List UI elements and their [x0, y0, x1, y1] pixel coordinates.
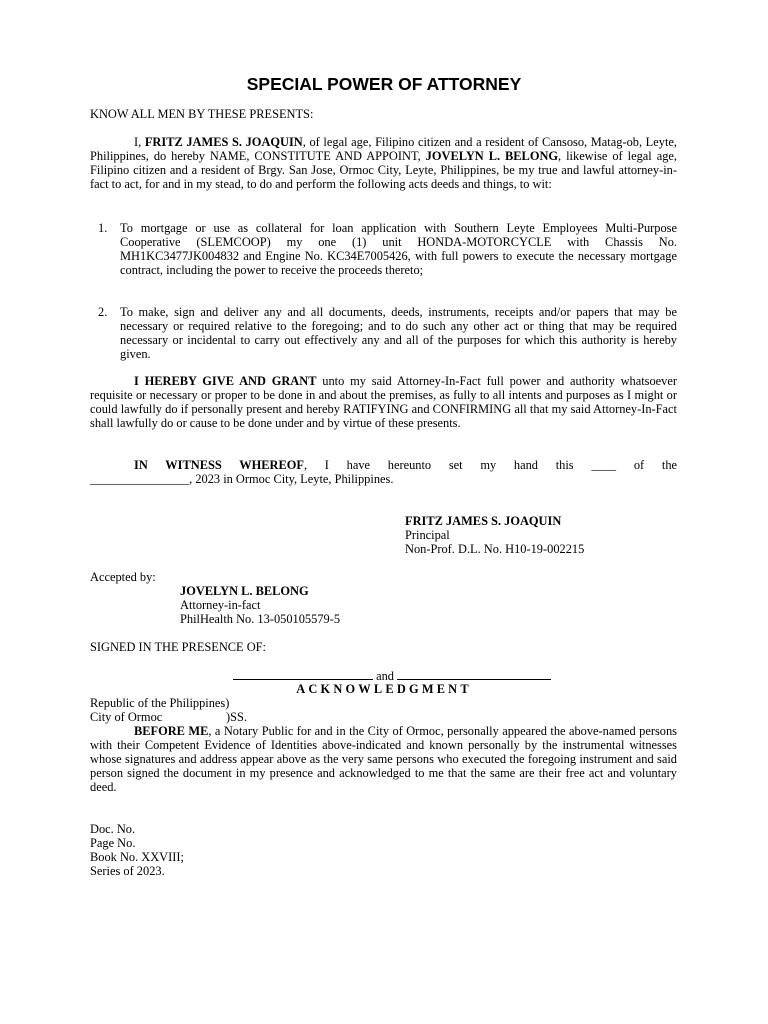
grant-paragraph [90, 375, 677, 431]
principal-signature-block [405, 515, 584, 557]
notarial-block [90, 823, 184, 879]
doc-no: Doc. No. [90, 822, 136, 836]
ss-mark: )SS. [226, 710, 248, 724]
list-item [90, 222, 677, 278]
acknowledgment-text: , a Notary Public for and in the City of Ormoc, personally appeared the above-named persons with their Competent Evidence of Identities above-indicated and known personally by the instrumental witnesses whose signatures and address appear above as the very same persons who executed the foregoing instrument and said person signed the document in my presence and acknowledged to me that the same are their free act and voluntary deed. [90, 724, 677, 794]
book-no: Book No. XXVIII; [90, 849, 184, 864]
before-me-lead: BEFORE ME [134, 724, 209, 738]
attorney-role: Attorney-in-fact [180, 597, 261, 612]
grant-text: unto my said Attorney-In-Fact full power and authority whatsoever requisite or necessary or proper to be done in and about the premises, as fully to all intents and purposes as I might or could lawfully do if personally present and hereby RATIFYING and CONFIRMING all that my said Attorney-In-Fact shall lawfully do or cause to be done under and by virtue of these presents. [90, 374, 677, 430]
witness-text-a: , I have hereunto set my hand this ____ of the [303, 458, 678, 472]
witness-line-1 [90, 459, 677, 473]
para1-text-a: I, [134, 135, 145, 149]
principal-id: Non-Prof. D.L. No. H10-19-002215 [405, 541, 585, 556]
list-item-number: 1. [98, 221, 108, 235]
document-title: SPECIAL POWER OF ATTORNEY [246, 74, 522, 94]
attorney-id: PhilHealth No. 13-050105579-5 [180, 611, 341, 626]
page-no: Page No. [90, 835, 136, 850]
witness-paragraph [90, 459, 677, 487]
list-item-text: To make, sign and deliver any and all documents, deeds, instruments, receipts and/or papers that may be necessary or required relative to the foregoing; and to do such any other act or thing that may be required necessary or incidental to carry out effectively any and all of the purposes for which this authority is hereby given. [120, 305, 677, 361]
acknowledgment-paragraph [90, 725, 677, 795]
appointment-paragraph [90, 136, 677, 192]
principal-role: Principal [405, 527, 450, 542]
signed-in-presence: SIGNED IN THE PRESENCE OF: [90, 640, 267, 654]
series-year: Series of 2023. [90, 863, 165, 878]
witness-lead: IN WITNESS WHEREOF [134, 458, 304, 472]
principal-signature-name: FRITZ JAMES S. JOAQUIN [405, 514, 562, 528]
witness-line-2: ________________, 2023 in Ormoc City, Leyte, Philippines. [90, 471, 394, 486]
attorney-signature-block [180, 585, 340, 627]
attorney-signature-name: JOVELYN L. BELONG [180, 584, 309, 598]
accepted-label: Accepted by: [90, 570, 156, 584]
list-item [90, 306, 677, 362]
acknowledgment-heading [0, 683, 768, 697]
acknowledgment-heading-text: ACKNOWLEDGMENT [296, 682, 472, 696]
para1-text-c: , likewise of legal age, Filipino citizen and a resident of Brgy. San Jose, Ormoc City, Leyte, Philippines, be my true and lawful attorney-in-fact to act, for and in my stead, to do and perform the following acts deeds and things, to wit: [90, 148, 677, 191]
principal-name: FRITZ JAMES S. JOAQUIN [144, 135, 303, 149]
witness-signature-line [397, 669, 551, 680]
list-item-number: 2. [98, 305, 108, 319]
opening-line: KNOW ALL MEN BY THESE PRESENTS: [90, 107, 314, 121]
and-word: and [376, 669, 394, 683]
city-line: City of Ormoc [90, 710, 163, 724]
grant-lead: I HEREBY GIVE AND GRANT [134, 374, 317, 388]
para1-text-b: , of legal age, Filipino citizen and a resident of Cansoso, Matag-ob, Leyte, Philippines, do hereby NAME, CONSTITUTE AND APPOINT, [90, 135, 677, 163]
witness-signature-line [233, 669, 373, 680]
attorney-name: JOVELYN L. BELONG [425, 148, 559, 163]
republic-line: Republic of the Philippines) [90, 696, 230, 710]
list-item-text: To mortgage or use as collateral for loan application with Southern Leyte Employees Multi-Purpose Cooperative (SLEMCOOP) my one (1) unit HONDA-MOTORCYCLE with Chassis No. MH1KC3477JK004832 and Engine No. KC34E7005426, with full powers to execute the necessary mortgage contract, including the power to receive the proceeds thereto; [120, 221, 677, 277]
